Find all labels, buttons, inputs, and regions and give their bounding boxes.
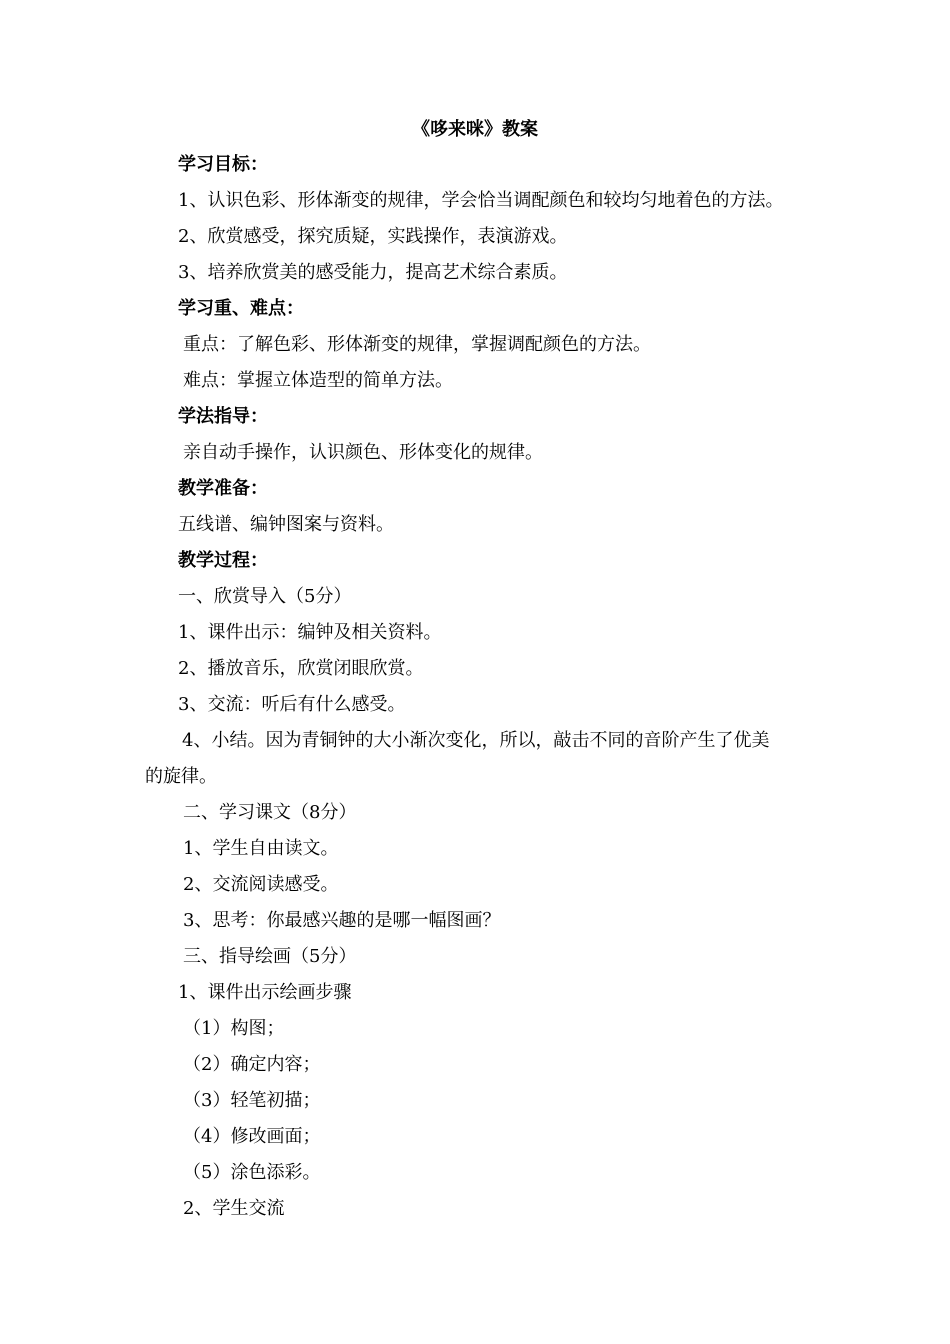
step-4: （4）修改画面； (183, 1126, 321, 1147)
preparation-text: 五线谱、编钟图案与资料。 (178, 514, 394, 535)
goal-item-3: 3、培养欣赏美的感受能力，提高艺术综合素质。 (178, 262, 568, 283)
section-3-title: 三、指导绘画（5分） (183, 946, 357, 967)
section-3-item-1: 1、课件出示绘画步骤 (178, 982, 352, 1003)
section-1-item-2: 2、播放音乐，欣赏闭眼欣赏。 (178, 658, 424, 679)
step-2: （2）确定内容； (183, 1054, 321, 1075)
heading-key-points: 学习重、难点： (178, 298, 304, 319)
section-1-item-3: 3、交流：听后有什么感受。 (178, 694, 406, 715)
section-2-item-3: 3、思考：你最感兴趣的是哪一幅图画？ (183, 910, 501, 931)
heading-learning-goals: 学习目标： (178, 154, 268, 175)
heading-teaching-process: 教学过程： (178, 550, 268, 571)
goal-item-2: 2、欣赏感受，探究质疑，实践操作，表演游戏。 (178, 226, 568, 247)
heading-preparation: 教学准备： (178, 478, 268, 499)
goal-item-1: 1、认识色彩、形体渐变的规律，学会恰当调配颜色和较均匀地着色的方法。 (178, 190, 784, 211)
section-3-item-2: 2、学生交流 (183, 1198, 285, 1219)
section-2-item-1: 1、学生自由读文。 (183, 838, 339, 859)
section-1-title: 一、欣赏导入（5分） (178, 586, 352, 607)
section-2-title: 二、学习课文（8分） (183, 802, 357, 823)
section-1-item-1: 1、课件出示：编钟及相关资料。 (178, 622, 442, 643)
step-1: （1）构图； (183, 1018, 285, 1039)
document-title: 《哆来咪》教案 (412, 119, 538, 140)
section-2-item-2: 2、交流阅读感受。 (183, 874, 339, 895)
difficult-point: 难点：掌握立体造型的简单方法。 (183, 370, 453, 391)
study-guide-text: 亲自动手操作，认识颜色、形体变化的规律。 (183, 442, 543, 463)
step-5: （5）涂色添彩。 (183, 1162, 321, 1183)
heading-study-guide: 学法指导： (178, 406, 268, 427)
section-1-item-4-continued: 的旋律。 (145, 766, 217, 787)
key-point: 重点：了解色彩、形体渐变的规律，掌握调配颜色的方法。 (183, 334, 651, 355)
step-3: （3）轻笔初描； (183, 1090, 321, 1111)
section-1-item-4: 4、小结。因为青铜钟的大小渐次变化，所以，敲击不同的音阶产生了优美 (182, 730, 770, 751)
